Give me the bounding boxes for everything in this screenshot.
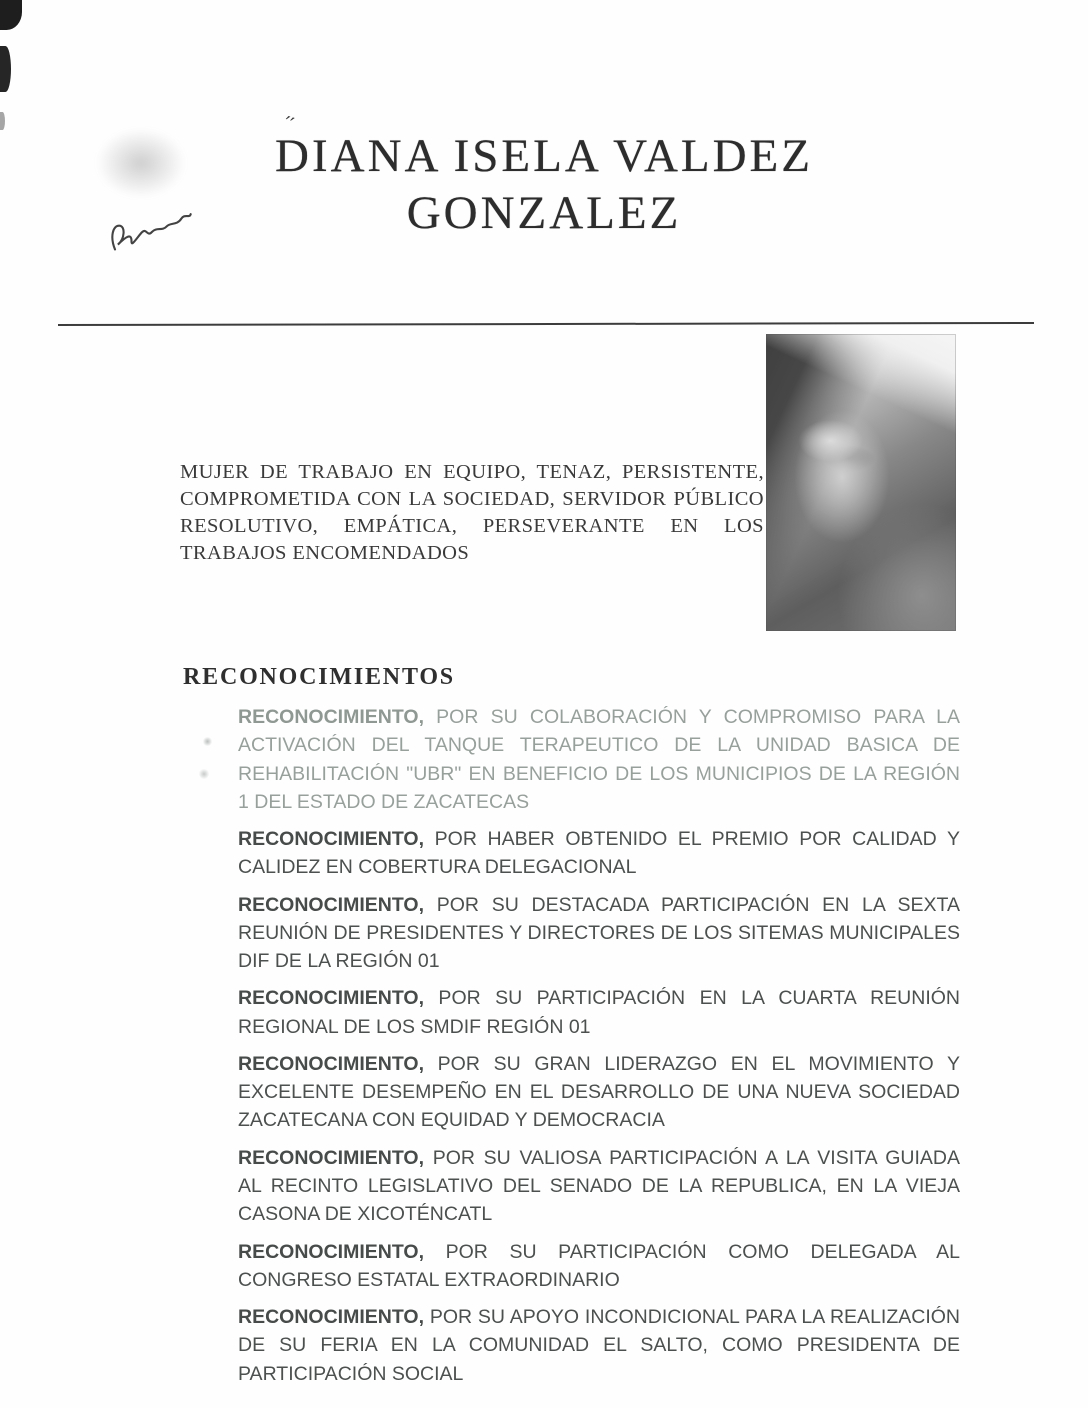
recognition-label: RECONOCIMIENTO, xyxy=(238,987,424,1010)
scan-edge-blot xyxy=(0,46,11,92)
recognition-item xyxy=(238,891,960,976)
recognition-text: POR SU GRAN LIDERAZGO EN EL MOVIMIENTO Y EXCELENTE DESEMPEÑO EN EL DESARROLLO DE UNA NUEVA SOCIEDAD ZACATECANA CON EQUIDAD Y DEMOCRACIA xyxy=(238,1052,960,1132)
recognition-text: POR SU COLABORACIÓN Y COMPROMISO PARA LA ACTIVACIÓN DEL TANQUE TERAPEUTICO DE LA UNIDAD BASICA DE REHABILITACIÓN "UBR" EN BENEFICIO DE LOS MUNICIPIOS DE LA REGIÓN 1 DEL ESTADO DE ZACATECAS xyxy=(238,706,960,813)
recognitions-list xyxy=(238,703,960,1397)
recognition-text: POR SU DESTACADA PARTICIPACIÓN EN LA SEXTA REUNIÓN DE PRESIDENTES Y DIRECTORES DE LOS SITEMAS MUNICIPALES DIF DE LA REGIÓN 01 xyxy=(238,893,960,973)
recognition-label: RECONOCIMIENTO, xyxy=(238,1306,424,1329)
profile-summary: MUJER DE TRABAJO EN EQUIPO, TENAZ, PERSISTENTE, COMPROMETIDA CON LA SOCIEDAD, SERVIDOR PÚBLICO RESOLUTIVO, EMPÁTICA, PERSEVERANTE EN LOS TRABAJOS ENCOMENDADOS xyxy=(180,460,764,565)
recognition-text: POR HABER OBTENIDO EL PREMIO POR CALIDAD Y CALIDEZ EN COBERTURA DELEGACIONAL xyxy=(238,828,960,879)
recognition-item xyxy=(238,1303,960,1388)
title-line-2: GONZALEZ xyxy=(406,187,682,240)
scan-margin-mark xyxy=(203,737,212,746)
title-line-1: DIANA ISELA VALDEZ xyxy=(275,130,813,182)
recognition-item xyxy=(238,1144,960,1229)
recognition-item xyxy=(238,825,960,882)
recognition-label: RECONOCIMIENTO, xyxy=(238,828,424,851)
recognition-item xyxy=(238,1238,960,1295)
recognition-label: RECONOCIMIENTO, xyxy=(238,1240,424,1263)
document-title xyxy=(0,128,1088,243)
recognition-item xyxy=(238,984,960,1041)
recognition-text: POR SU VALIOSA PARTICIPACIÓN A LA VISITA GUIADA AL RECINTO LEGISLATIVO DEL SENADO DE LA REPUBLICA, EN LA VIEJA CASONA DE XICOTÉNCATL xyxy=(238,1146,960,1226)
recognition-text: POR SU APOYO INCONDICIONAL PARA LA REALIZACIÓN DE SU FERIA EN LA COMUNIDAD EL SALTO, COMO PRESIDENTA DE PARTICIPACIÓN SOCIAL xyxy=(238,1306,960,1385)
portrait-photo xyxy=(766,334,956,631)
recognition-label: RECONOCIMIENTO, xyxy=(238,706,424,728)
recognition-label: RECONOCIMIENTO, xyxy=(238,893,424,916)
scan-margin-mark xyxy=(199,769,209,779)
scan-corner-blot xyxy=(0,0,22,30)
recognition-label: RECONOCIMIENTO, xyxy=(238,1146,424,1169)
recognition-item xyxy=(238,1050,960,1135)
section-heading-reconocimientos: RECONOCIMIENTOS xyxy=(183,663,455,690)
recognition-text: POR SU PARTICIPACIÓN COMO DELEGADA AL CONGRESO ESTATAL EXTRAORDINARIO xyxy=(238,1240,960,1291)
horizontal-rule xyxy=(58,322,1034,326)
recognition-label: RECONOCIMIENTO, xyxy=(238,1052,424,1075)
recognition-item xyxy=(238,703,960,816)
scan-tick-mark: ′′ xyxy=(280,111,297,137)
recognition-text: POR SU PARTICIPACIÓN EN LA CUARTA REUNIÓN REGIONAL DE LOS SMDIF REGIÓN 01 xyxy=(238,987,960,1038)
